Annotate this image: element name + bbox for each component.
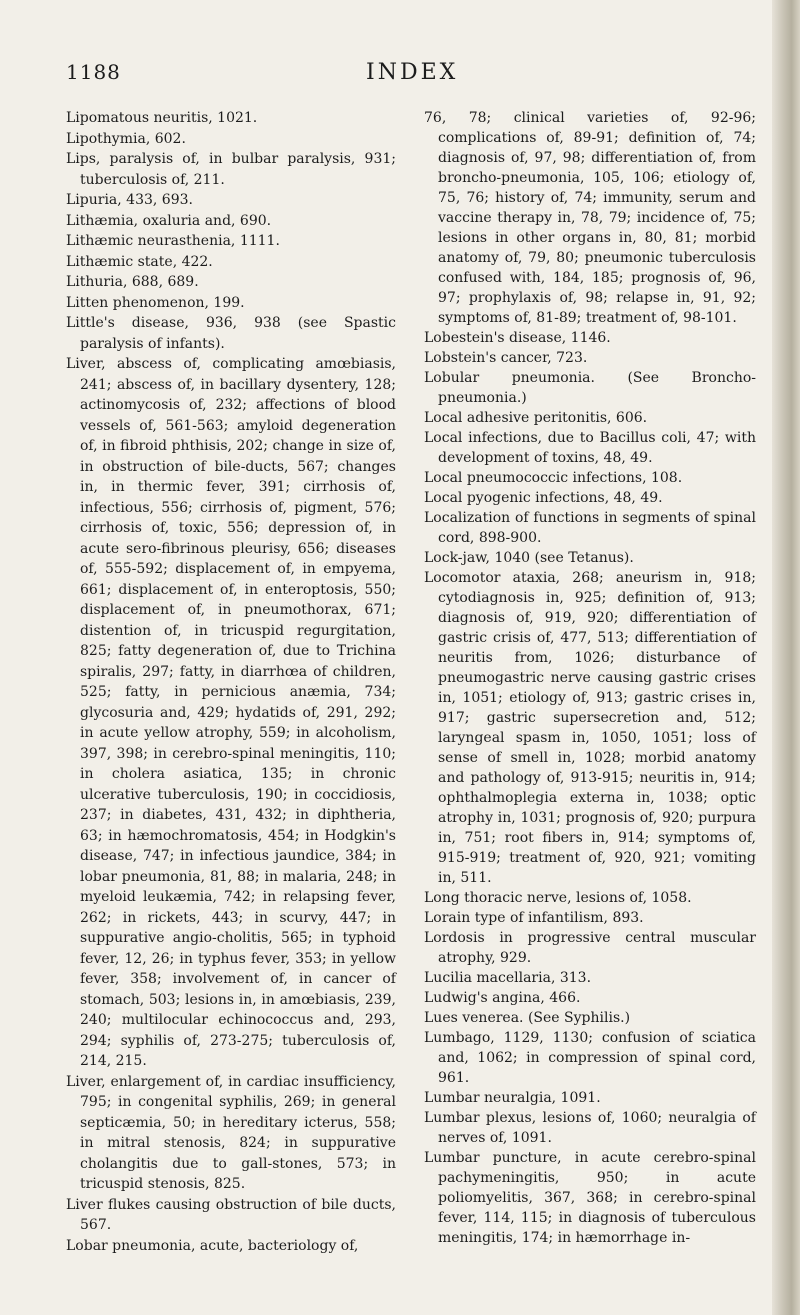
index-entry: Local pyogenic infections, 48, 49. xyxy=(424,490,663,506)
index-entry: Ludwig's angina, 466. xyxy=(424,990,581,1006)
index-entry: Lithæmic state, 422. xyxy=(66,253,213,270)
index-entry: Lithuria, 688, 689. xyxy=(66,274,199,290)
index-entry: Lues venerea. (See Syphilis.) xyxy=(424,1010,631,1026)
index-entry: Lordosis in progressive central muscular atrophy, 929. xyxy=(424,930,756,966)
page-title: INDEX xyxy=(366,60,459,85)
index-entry: Local infections, due to Bacillus coli, 47; with development of toxins, 48, 49. xyxy=(424,430,756,466)
index-entry: Localization of functions in segments of spinal cord, 898-900. xyxy=(424,510,756,546)
index-entry: Locomotor ataxia, 268; aneurism in, 918; cytodiagnosis in, 925; definition of, 913; diagnosis of, 919, 920; differentiation of gastric crisis of, 477, 513; differentiation of neuritis from, 1026; disturbance of pneumogastric nerve causing gastric crises in, 1051; etiology of, 913; gastric crises in, 917; gastric supersecretion and, 512; laryngeal spasm in, 1050, 1051; loss of sense of smell in, 1028; morbid anatomy and pathology of, 913-915; neuritis in, 914; ophthalmoplegia externa in, 1038; optic atrophy in, 1031; prognosis of, 920; purpura in, 751; root fibers in, 914; symptoms of, 915-919; treatment of, 920, 921; vomiting in, 511. xyxy=(424,570,756,886)
index-entry: Lobstein's cancer, 723. xyxy=(424,350,588,366)
index-entry: Lipuria, 433, 693. xyxy=(66,192,193,208)
index-entry: Lobestein's disease, 1146. xyxy=(424,330,611,346)
page-header xyxy=(66,56,766,92)
index-entry: Local adhesive peritonitis, 606. xyxy=(424,410,648,426)
index-entry: Liver, abscess of, complicating amœbiasis, 241; abscess of, in bacillary dysentery, 128; actinomycosis of, 232; affections of blood vessels of, 561-563; amyloid degeneration of, in fibroid phthisis, 202; change in size of, in obstruction of bile-ducts, 567; changes in, in thermic fever, 391; cirrhosis of, infectious, 556; cirrhosis of, pigment, 576; cirrhosis of, toxic, 556; depression of, in acute sero-fibrinous pleurisy, 656; diseases of, 555-592; displacement of, in empyema, 661; displacement of, in enteroptosis, 550; displacement of, in pneumothorax, 671; distention of, in tricuspid regurgitation, 825; fatty degeneration of, due to Trichina spiralis, 297; fatty, in diarrhœa of children, 525; fatty, in pernicious anæmia, 734; glycosuria and, 429; hydatids of, 291, 292; in acute yellow atrophy, 559; in alcoholism, 397, 398; in cerebro-spinal meningitis, 110; in cholera asiatica, 135; in chronic ulcerative tuberculosis, 190; in coccidiosis, 237; in diabetes, 431, 432; in diphtheria, 63; in hæmochromatosis, 454; in Hodgkin's disease, 747; in infectious jaundice, 384; in lobar pneumonia, 81, 88; in malaria, 248; in myeloid leukæmia, 742; in relapsing fever, 262; in rickets, 443; in scurvy, 447; in suppurative angio-cholitis, 565; in typhoid fever, 12, 26; in typhus fever, 353; in yellow fever, 358; involvement of, in cancer of stomach, 503; lesions in, in amœbiasis, 239, 240; multilocular echinococcus and, 293, 294; syphilis of, 273-275; tuberculosis of, 214, 215. xyxy=(66,356,396,1069)
index-entry: Lumbago, 1129, 1130; confusion of sciatica and, 1062; in compression of spinal cord, 961. xyxy=(424,1030,756,1086)
index-entry: Lumbar plexus, lesions of, 1060; neuralgia of nerves of, 1091. xyxy=(424,1110,756,1146)
index-entry: Lumbar neuralgia, 1091. xyxy=(424,1090,601,1106)
index-entry: Little's disease, 936, 938 (see Spastic paralysis of infants). xyxy=(66,315,396,352)
index-entry: Lock-jaw, 1040 (see Tetanus). xyxy=(424,550,634,566)
index-entry: Litten phenomenon, 199. xyxy=(66,294,245,311)
index-entry: Lipomatous neuritis, 1021. xyxy=(66,110,258,126)
index-entry: Liver flukes causing obstruction of bile ducts, 567. xyxy=(66,1196,396,1233)
index-entry: Lobar pneumonia, acute, bacteriology of, xyxy=(66,1237,359,1254)
index-entry: Lucilia macellaria, 313. xyxy=(424,970,592,986)
page-number: 1188 xyxy=(66,60,121,84)
index-entry: Lithæmia, oxaluria and, 690. xyxy=(66,212,272,229)
index-entry: Local pneumococcic infections, 108. xyxy=(424,470,683,486)
index-entry: Liver, enlargement of, in cardiac insufficiency, 795; in congenital syphilis, 269; in general septicæmia, 50; in hereditary icterus, 558; in mitral stenosis, 824; in suppurative cholangitis due to gall-stones, 573; in tricuspid stenosis, 825. xyxy=(66,1073,396,1192)
index-column-left xyxy=(66,108,396,1256)
index-entry: Lobular pneumonia. (See Broncho-pneumonia.) xyxy=(424,370,756,406)
index-entry: 76, 78; clinical varieties of, 92-96; complications of, 89-91; definition of, 74; diagnosis of, 97, 98; differentiation of, from broncho-pneumonia, 105, 106; etiology of, 75, 76; history of, 74; immunity, serum and vaccine therapy in, 78, 79; incidence of, 75; lesions in other organs in, 80, 81; morbid anatomy of, 79, 80; pneumonic tuberculosis confused with, 184, 185; prognosis of, 96, 97; prophylaxis of, 98; relapse in, 91, 92; symptoms of, 81-89; treatment of, 98-101. xyxy=(424,110,756,326)
index-entry: Lips, paralysis of, in bulbar paralysis, 931; tuberculosis of, 211. xyxy=(66,151,396,188)
index-entry: Lumbar puncture, in acute cerebro-spinal pachymeningitis, 950; in acute poliomyelitis, 367, 368; in cerebro-spinal fever, 114, 115; in diagnosis of tuberculous meningitis, 174; in hæmorrhage in- xyxy=(424,1150,756,1246)
index-entry: Lipothymia, 602. xyxy=(66,130,186,147)
index-entry: Lorain type of infantilism, 893. xyxy=(424,910,644,926)
index-entry: Lithæmic neurasthenia, 1111. xyxy=(66,233,280,249)
index-column-right xyxy=(424,108,756,1248)
index-entry: Long thoracic nerve, lesions of, 1058. xyxy=(424,890,692,906)
page-edge-shadow xyxy=(772,0,800,1315)
